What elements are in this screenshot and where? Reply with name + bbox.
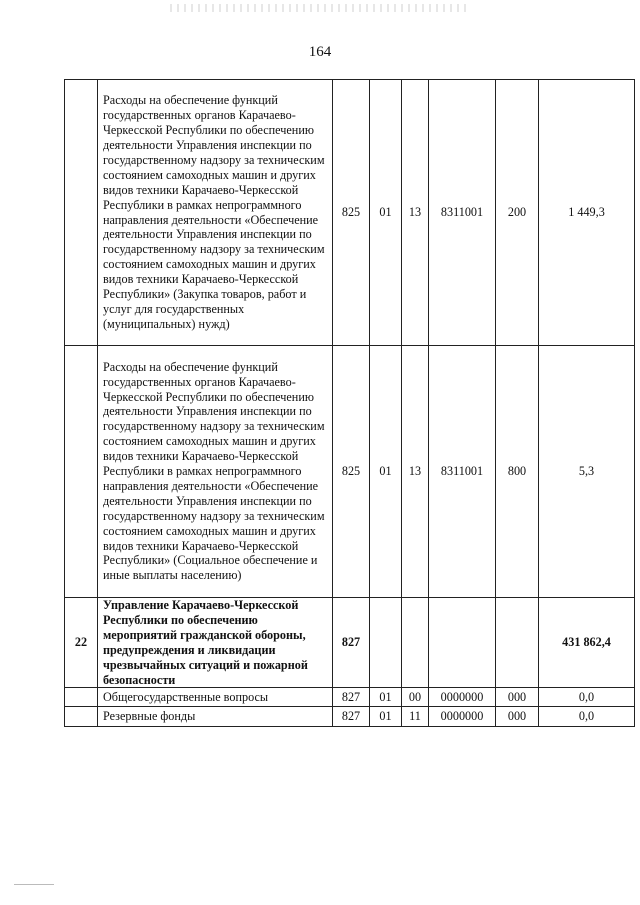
target-code: 8311001 [429, 80, 496, 346]
row-number [65, 707, 98, 727]
amount: 1 449,3 [539, 80, 635, 346]
target-code: 0000000 [429, 688, 496, 707]
table-row [65, 688, 635, 707]
row-number [65, 346, 98, 598]
section-code: 01 [370, 346, 402, 598]
row-number: 22 [65, 598, 98, 688]
amount: 5,3 [539, 346, 635, 598]
table-row [65, 598, 635, 688]
row-number [65, 80, 98, 346]
section-code: 01 [370, 688, 402, 707]
ministry-code: 827 [333, 707, 370, 727]
subsection-code: 13 [402, 346, 429, 598]
expense-type-code: 800 [496, 346, 539, 598]
amount: 0,0 [539, 707, 635, 727]
target-code: 0000000 [429, 707, 496, 727]
amount: 431 862,4 [539, 598, 635, 688]
row-number [65, 688, 98, 707]
row-name: Расходы на обеспечение функций государственных органов Карачаево-Черкесской Республики по обеспечению деятельности Управления инспекции по государственному надзору за техническим состоянием самоходных машин и других видов техники Карачаево-Черкесской Республики в рамках непрограммного направления деятельности «Обеспечение деятельности Управления инспекции по государственному надзору за техническим состоянием самоходных машин и других видов техники Карачаево-Черкесской Республики» (Социальное обеспечение и иные выплаты населению) [98, 346, 333, 598]
table-row [65, 707, 635, 727]
row-name: Расходы на обеспечение функций государственных органов Карачаево-Черкесской Республики по обеспечению деятельности Управления инспекции по государственному надзору за техническим состоянием самоходных машин и других видов техники Карачаево-Черкесской Республики в рамках непрограммного направления деятельности «Обеспечение деятельности Управления инспекции по государственному надзору за техническим состоянием самоходных машин и других видов техники Карачаево-Черкесской Республики» (Закупка товаров, работ и услуг для государственных (муниципальных) нужд) [98, 80, 333, 346]
ministry-code: 827 [333, 598, 370, 688]
expense-type-code: 000 [496, 707, 539, 727]
expense-type-code: 000 [496, 688, 539, 707]
table-row [65, 80, 635, 346]
row-name: Резервные фонды [98, 707, 333, 727]
target-code [429, 598, 496, 688]
page-number: 164 [308, 44, 332, 60]
subsection-code: 00 [402, 688, 429, 707]
scan-artifact [14, 884, 54, 885]
subsection-code [402, 598, 429, 688]
section-code [370, 598, 402, 688]
ministry-code: 825 [333, 346, 370, 598]
target-code: 8311001 [429, 346, 496, 598]
amount: 0,0 [539, 688, 635, 707]
row-name: Общегосударственные вопросы [98, 688, 333, 707]
expense-type-code [496, 598, 539, 688]
subsection-code: 11 [402, 707, 429, 727]
subsection-code: 13 [402, 80, 429, 346]
ministry-code: 827 [333, 688, 370, 707]
section-code: 01 [370, 707, 402, 727]
expense-type-code: 200 [496, 80, 539, 346]
scan-artifact [170, 4, 470, 12]
row-name: Управление Карачаево-Черкесской Республики по обеспечению мероприятий гражданской обороны, предупреждения и ликвидации чрезвычайных ситуаций и пожарной безопасности [98, 598, 333, 688]
ministry-code: 825 [333, 80, 370, 346]
table-row [65, 346, 635, 598]
budget-table [64, 79, 635, 727]
section-code: 01 [370, 80, 402, 346]
